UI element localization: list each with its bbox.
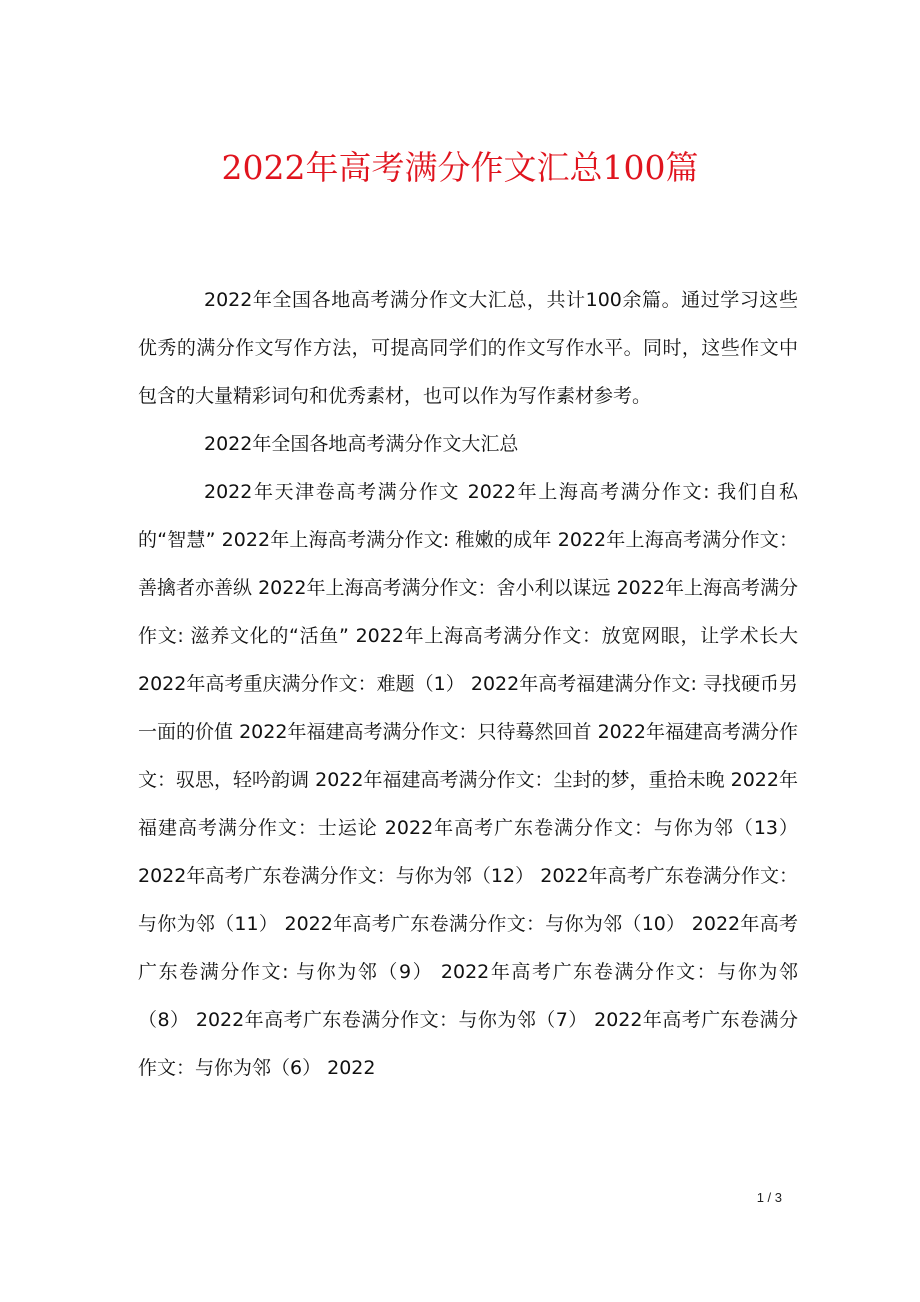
essay-list-paragraph: 2022年天津卷高考满分作文 2022年上海高考满分作文: 我们自私的“智慧” 2022年上海高考满分作文: 稚嫩的成年 2022年上海高考满分作文：善擒者亦善纵 2022年上海高考满分作文：舍小利以谋远 2022年上海高考满分作文: 滋养文化的“活鱼” 2022年上海高考满分作文：放宽网眼，让学术长大 2022年高考重庆满分作文：难题（1） 2022年高考福建满分作文: 寻找硬币另一面的价值 2022年福建高考满分作文：只待蓦然回首 2022年福建高考满分作文：驭思，轻吟韵调 2022年福建高考满分作文：尘封的梦，重拾未晚 2022年福建高考满分作文：士运论 2022年高考广东卷满分作文：与你为邻（13） 2022年高考广东卷满分作文：与你为邻（12） 2022年高考广东卷满分作文：与你为邻（11） 2022年高考广东卷满分作文：与你为邻（10） 2022年高考广东卷满分作文: 与你为邻（9） 2022年高考广东卷满分作文：与你为邻（8） 2022年高考广东卷满分作文：与你为邻（7） 2022年高考广东卷满分作文：与你为邻（6） 2022: [138, 481, 798, 1079]
document-title: 2022年高考满分作文汇总100篇: [221, 148, 699, 187]
document-body: [138, 276, 798, 1092]
section-heading-paragraph: 2022年全国各地高考满分作文大汇总: [204, 433, 519, 455]
page-number: 1 / 3: [756, 1190, 782, 1205]
intro-paragraph: 2022年全国各地高考满分作文大汇总，共计100余篇。通过学习这些优秀的满分作文写作方法，可提高同学们的作文写作水平。同时，这些作文中包含的大量精彩词句和优秀素材，也可以作为写作素材参考。: [138, 289, 798, 407]
